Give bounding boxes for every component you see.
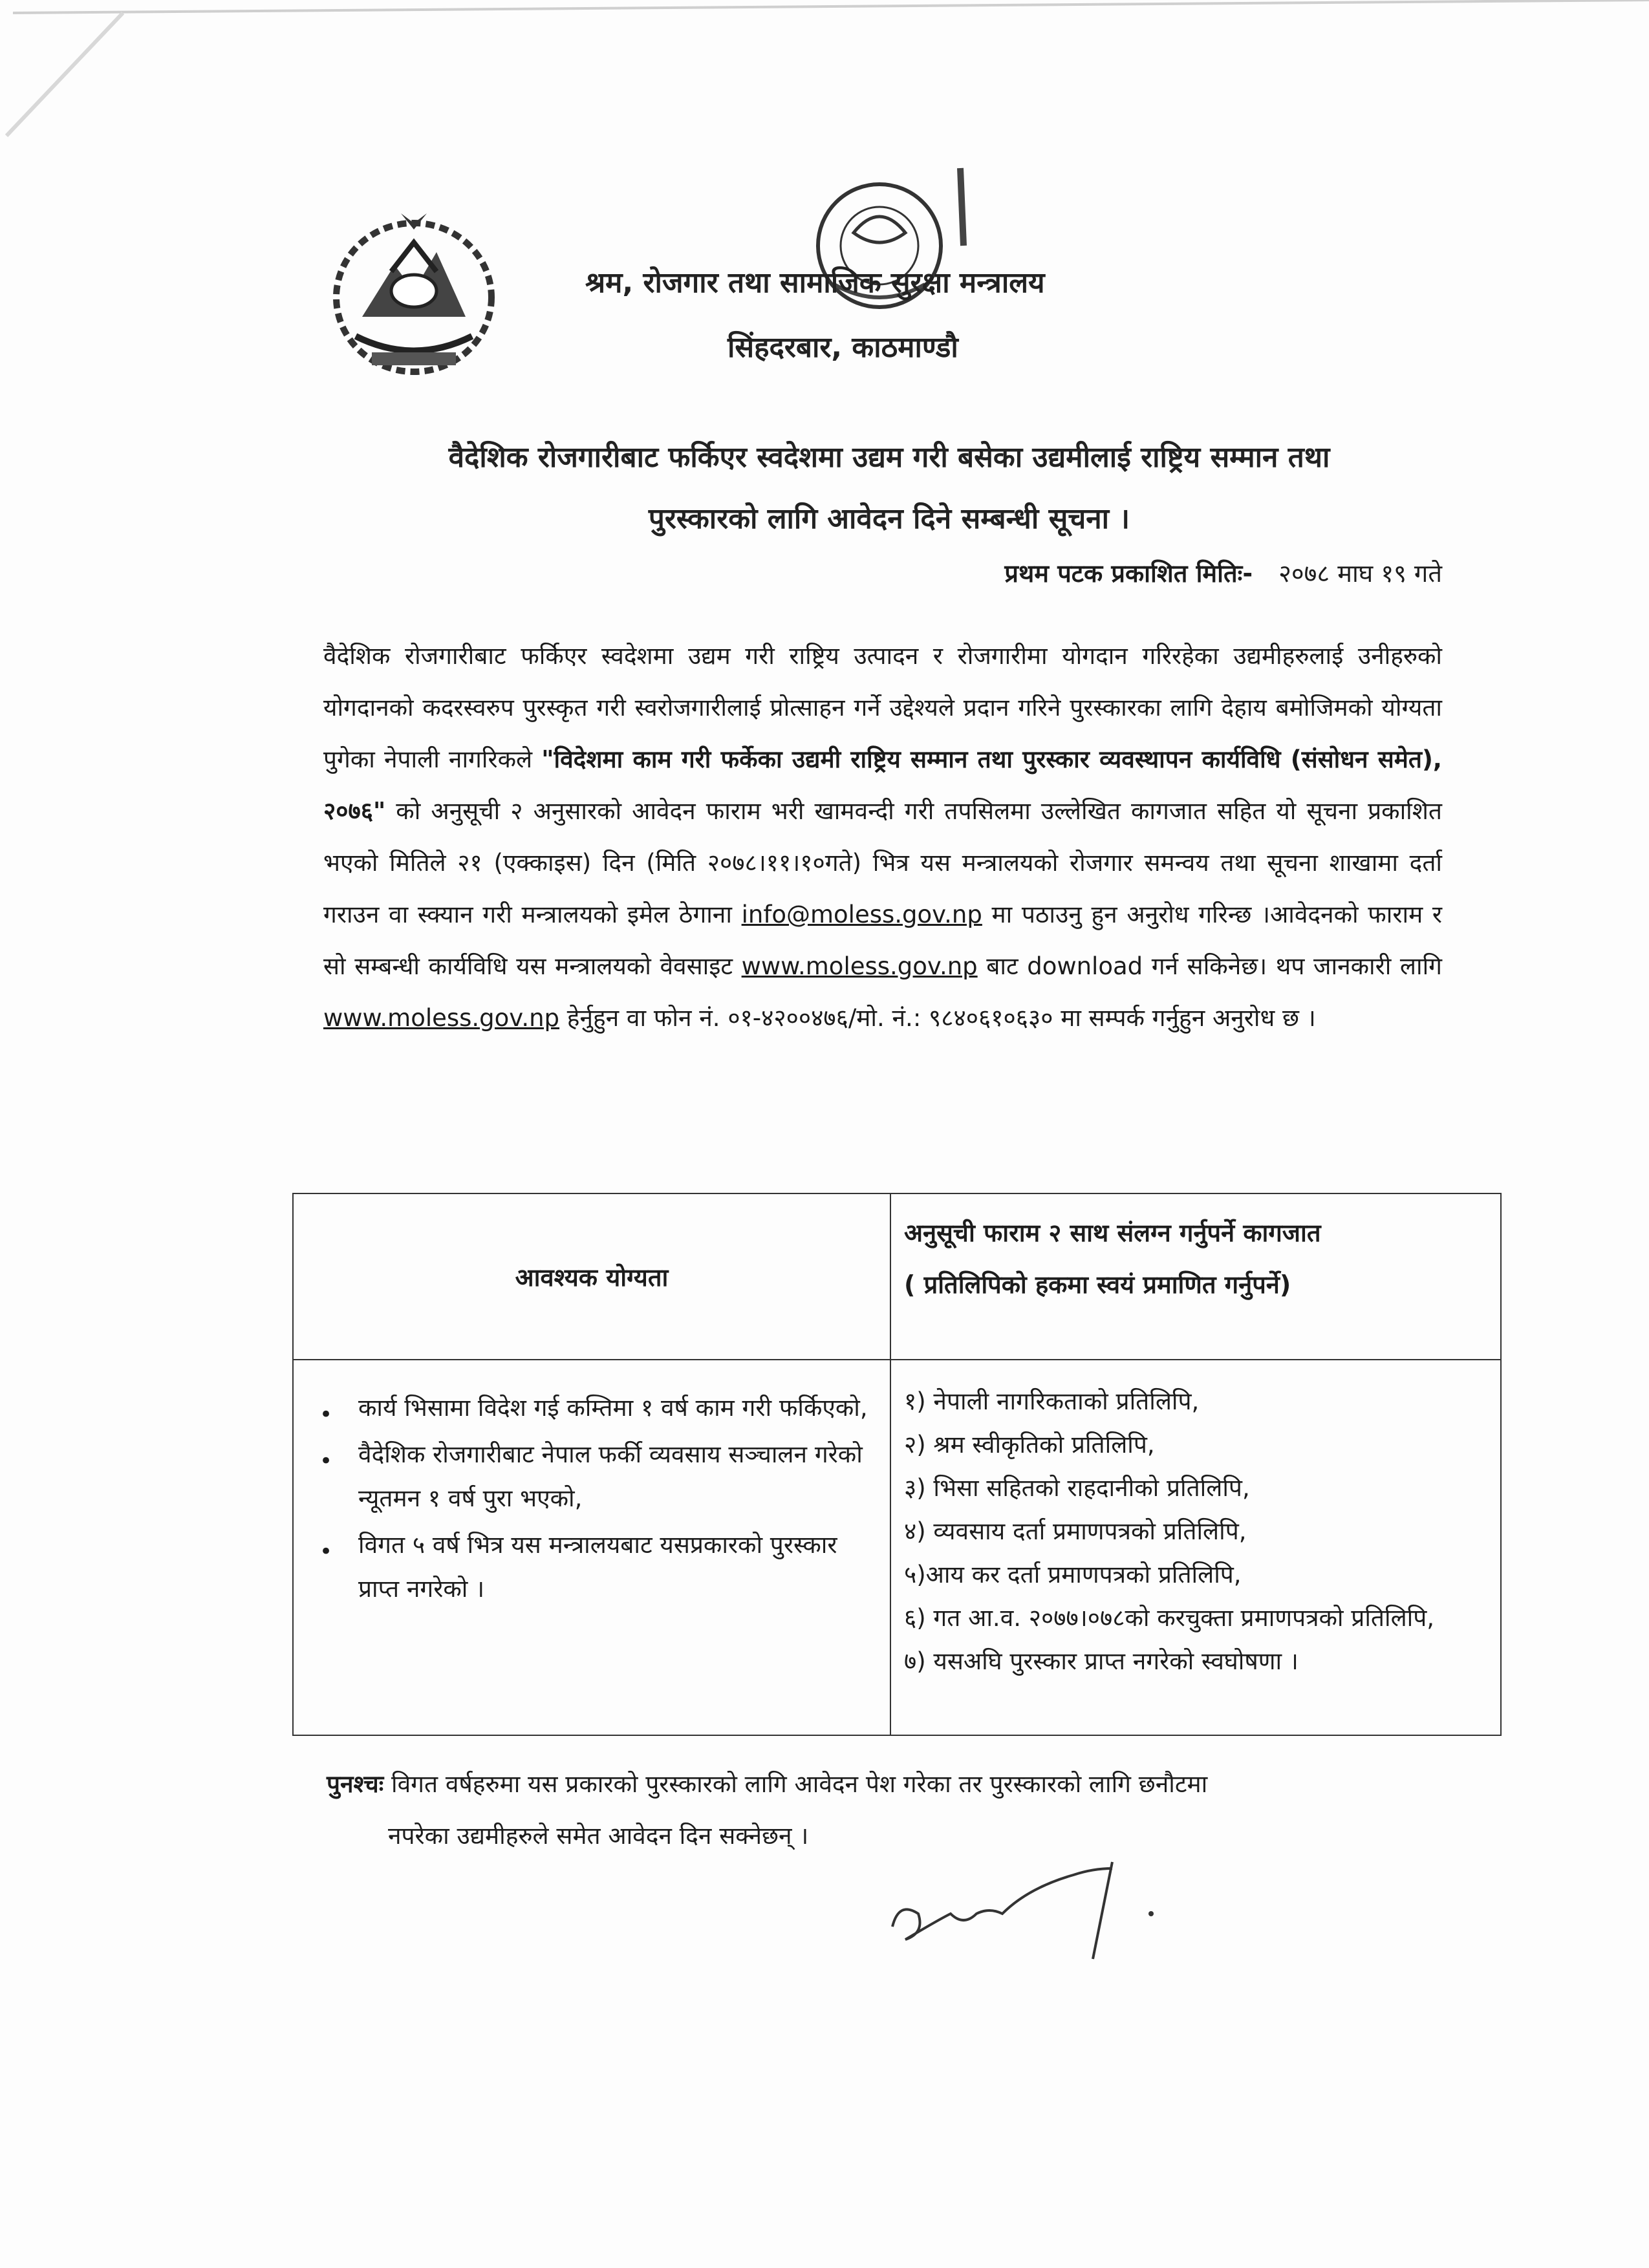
body-part3: मा पठाउनु हुन अनुरोध गरिन्छ ।आवेदनको फाराम र सो सम्बन्धी कार्यविधि यस मन्त्रालयको वेवसाइट <box>323 901 1443 980</box>
list-item: • वैदेशिक रोजगारीबाट नेपाल फर्की व्यवसाय सञ्चालन गरेको न्यूतमन १ वर्ष पुरा भएको, <box>313 1433 870 1521</box>
col-header-documents <box>890 1193 1501 1360</box>
ministry-address: सिंहदरबार, काठमाण्डौ <box>727 331 958 364</box>
list-item: • विगत ५ वर्ष भित्र यस मन्त्रालयबाट यसप्रकारको पुरस्कार प्राप्त नगरेको । <box>313 1523 870 1611</box>
list-item: • कार्य भिसामा विदेश गई कम्तिमा १ वर्ष काम गरी फर्किएको, <box>313 1386 870 1430</box>
body-part4: बाट download गर्न सकिनेछ। थप जानकारी लागि <box>977 952 1443 980</box>
qualifications-cell <box>293 1360 890 1735</box>
official-seal-icon <box>795 155 983 349</box>
col-header-documents-line1: अनुसूची फाराम २ साथ संलग्न गर्नुपर्ने कागजात <box>904 1219 1321 1247</box>
list-item: १) नेपाली नागरिकताको प्रतिलिपि, <box>904 1387 1200 1415</box>
website-link[interactable]: www.moless.gov.np <box>741 952 978 980</box>
notice-title <box>297 427 1481 550</box>
col-header-qualifications: आवश्यक योग्यता <box>293 1193 890 1360</box>
list-item: ७) यसअघि पुरस्कार प्राप्त नगरेको स्वघोषणा । <box>904 1647 1299 1675</box>
publication-date-label: प्रथम पटक प्रकाशित मितिः- <box>1004 559 1253 588</box>
postscript-label: पुनश्चः <box>327 1770 384 1798</box>
postscript-line2: नपरेका उद्यमीहरुले समेत आवेदन दिन सक्नेछन् । <box>388 1822 809 1850</box>
qualifications-list <box>313 1386 870 1611</box>
col-header-documents-line2: ( प्रतिलिपिको हकमा स्वयं प्रमाणित गर्नुपर्ने) <box>904 1270 1291 1299</box>
ministry-name: श्रम, रोजगार तथा सामाजिक सुरक्षा मन्त्रालय <box>585 266 1045 299</box>
table-header-row <box>293 1193 1501 1360</box>
notice-title-line2: पुरस्कारको लागि आवेदन दिने सम्बन्धी सूचना । <box>648 502 1130 535</box>
publication-date-value: २०७८ माघ १९ गते <box>1278 559 1442 588</box>
documents-list <box>904 1380 1487 1683</box>
website-link-2[interactable]: www.moless.gov.np <box>323 1004 560 1032</box>
list-item: २) श्रम स्वीकृतिको प्रतिलिपि, <box>904 1431 1155 1459</box>
postscript <box>327 1759 1452 1862</box>
notice-title-line1: वैदेशिक रोजगारीबाट फर्किएर स्वदेशमा उद्यम गरी बसेका उद्यमीलाई राष्ट्रिय सम्मान तथा <box>448 441 1330 474</box>
postscript-line1: विगत वर्षहरुमा यस प्रकारको पुरस्कारको लागि आवेदन पेश गरेका तर पुरस्कारको लागि छनौटमा <box>383 1770 1208 1798</box>
body-part5: हेर्नुहुन वा फोन नं. ०१-४२००४७६/मो. नं.: ९८४०६१०६३० मा सम्पर्क गर्नुहुन अनुरोध छ । <box>559 1004 1316 1032</box>
notice-body <box>323 630 1442 1044</box>
list-item: ५)आय कर दर्ता प्रमाणपत्रको प्रतिलिपि, <box>904 1561 1242 1589</box>
body-part1: वैदेशिक रोजगारीबाट फर्किएर स्वदेशमा उद्यम गरी राष्ट्रिय उत्पादन र रोजगारीमा योगदान गरिरहेका उद्यमीहरुलाई उनीहरुको योगदानको कदरस्वरुप पुरस्कृत गरी स्वरोजगारीलाई प्रोत्साहन गर्ने उद्देश्यले प्रदान गरिने पुरस्कारका लागि देहाय बमोजिमको योग्यता पुगेका नेपाली नागरिकले <box>323 642 1442 773</box>
publication-date <box>854 556 1442 590</box>
nepal-emblem-icon <box>317 194 511 388</box>
list-item: ४) व्यवसाय दर्ता प्रमाणपत्रको प्रतिलिपि, <box>904 1517 1247 1545</box>
documents-cell <box>890 1360 1501 1735</box>
body-procedure-name: "विदेशमा काम गरी फर्केका उद्यमी राष्ट्रिय सम्मान तथा पुरस्कार व्यवस्थापन कार्यविधि (संसोधन समेत), २०७६" <box>323 745 1442 825</box>
email-link[interactable]: info@moless.gov.np <box>741 901 982 928</box>
signature-icon <box>879 1849 1190 1965</box>
table-row <box>293 1360 1501 1735</box>
list-item: ३) भिसा सहितको राहदानीको प्रतिलिपि, <box>904 1474 1250 1502</box>
requirements-table <box>292 1193 1502 1736</box>
list-item: ६) गत आ.व. २०७७।०७८को करचुक्ता प्रमाणपत्रको प्रतिलिपि, <box>904 1604 1435 1632</box>
body-part2: को अनुसूची २ अनुसारको आवेदन फाराम भरी खामवन्दी गरी तपसिलमा उल्लेखित कागजात सहित यो सूचना प्रकाशित भएको मितिले २१ (एक्काइस) दिन (मिति २०७८।११।१०गते) भित्र यस मन्त्रालयको रोजगार समन्वय तथा सूचना शाखामा दर्ता गराउन वा स्क्यान गरी मन्त्रालयको इमेल ठेगाना <box>323 797 1442 928</box>
